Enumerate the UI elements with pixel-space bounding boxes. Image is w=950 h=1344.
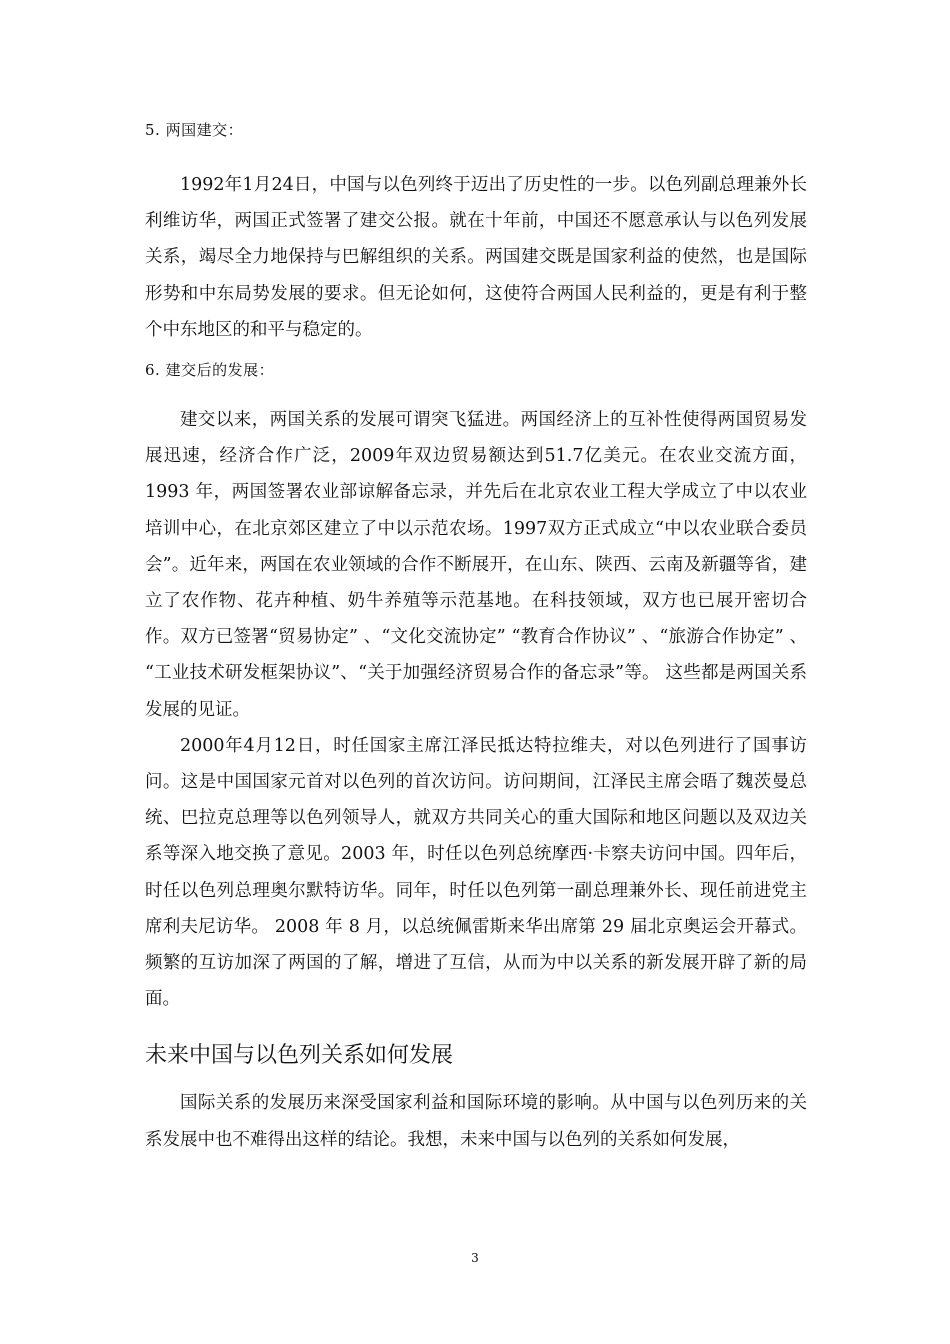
page-number: 3 [471,1251,479,1265]
section-heading-development: 6. 建交后的发展： [145,361,275,380]
section-title-future: 未来中国与以色列关系如何发展 [145,1043,454,1069]
paragraph-establishment: 1992年1月24日，中国与以色列终于迈出了历史性的一步。以色列副总理兼外长利维访华，两国正式签署了建交公报。就在十年前，中国还不愿意承认与以色列发展关系，竭尽全力地保持与巴解组织的关系。两国建交既是国家利益的使然，也是国际形势和中东局势发展的要求。但无论如何，这使符合两国人民利益的，更是有利于整个中东地区的和平与稳定的。 [145,175,807,340]
paragraph-future: 国际关系的发展历来深受国家利益和国际环境的影响。从中国与以色列历来的关系发展中也不难得出这样的结论。我想，未来中国与以色列的关系如何发展， [145,1093,807,1150]
section-heading-establishment: 5. 两国建交： [145,121,244,139]
paragraph-development-visits: 2000年4月12日，时任国家主席江泽民抵达特拉维夫，对以色列进行了国事访问。这是中国国家元首对以色列的首次访问。访问期间，江泽民主席会晤了魏茨曼总统、巴拉克总理等以色列领导人，就双方共同关心的重大国际和地区问题以及双边关系等深入地交换了意见。2003 年，时任以色列总统摩西·卡察夫访问中国。四年后，时任以色列总理奥尔默特访华。同年，时任以色列第一副总理兼外长、现任前进党主席利夫尼访华。 2008 年 8 月，以总统佩雷斯来华出席第 29 届北京奥运会开幕式。频繁的互访加深了两国的了解，增进了互信，从而为中以关系的新发展开辟了新的局面。 [145,735,807,1010]
paragraph-development-trade: 建交以来，两国关系的发展可谓突飞猛进。两国经济上的互补性使得两国贸易发展迅速，经济合作广泛，2009年双边贸易额达到51.7亿美元。在农业交流方面，1993 年，两国签署农业部谅解备忘录，并先后在北京农业工程大学成立了中以农业培训中心，在北京郊区建立了中以示范农场。1997双方正式成立“中以农业联合委员会”。近年来，两国在农业领域的合作不断展开，在山东、陕西、云南及新疆等省，建立了农作物、花卉种植、奶牛养殖等示范基地。在科技领域，双方也已展开密切合作。双方已签署“贸易协定” 、“文化交流协定” “教育合作协议” 、“旅游合作协定” 、 “工业技术研发框架协议”、“关于加强经济贸易合作的备忘录”等。 这些都是两国关系发展的见证。 [145,410,807,720]
document-body [145,118,807,1158]
